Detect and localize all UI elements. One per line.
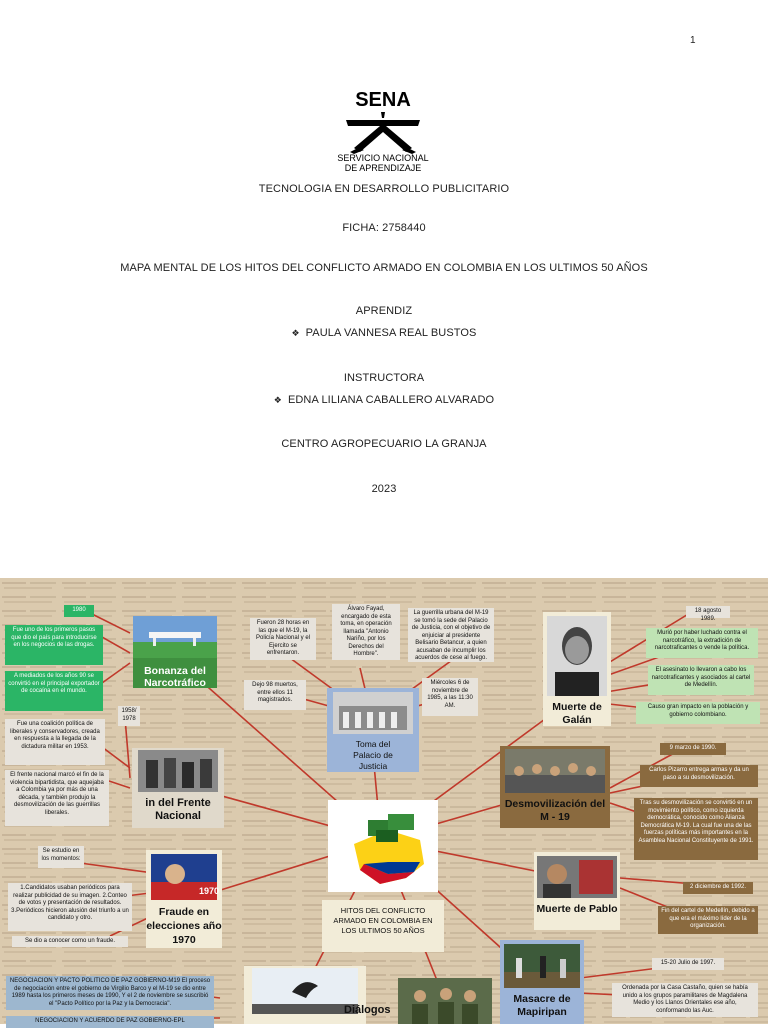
note-palacio-3: La guerrilla urbana del M-19 se tomó la sede del Palacio de Justicia, con el objetivo de enjuiciar al presidente Belisario Betancur, a quien acusaban de incumplir los acuerdos de cese al fuego. [408,608,494,662]
instructora-name-line [0,394,768,406]
note-pablo-2: Fin del cartel de Medellín, debido a que era el máximo líder de la organización. [658,906,758,934]
node-mapiripan-label: Masacre de Mapiripan [513,993,571,1018]
node-desmov-label: Desmovilización del M - 19 [504,798,606,823]
logo-subtitle-2: DE APRENDIZAJE [344,163,422,173]
bullet-icon: ❖ [291,328,300,338]
soldiers-image [398,978,492,1024]
center-image [328,800,438,892]
year: 2023 [371,483,397,495]
desmov-photo [505,749,605,793]
note-galan-3: El asesinato lo llevaron a cabo los narcotraficantes y asociados al cartel de Medellín. [648,665,754,695]
node-palacio-label: Toma del Palacio de Justicia [353,739,393,771]
instructora-name: EDNA LILIANA CABALLERO ALVARADO [287,394,495,406]
program-name: TECNOLOGIA EN DESARROLLO PUBLICITARIO [258,183,510,195]
node-palacio [327,688,419,772]
palacio-photo [333,692,413,734]
instructora-label: INSTRUCTORA [343,372,425,384]
fraude-photo [151,854,220,900]
narco-photo [133,616,217,658]
note-palacio-2: Álvaro Fayad, encargado de esta toma, en operación llamada "Antonio Nariño, por los Derechos del Hombre". [332,604,400,660]
note-frente-2: El frente nacional marcó el fin de la violencia bipartidista, que aquejaba a Colombia ya por más de una década, y también produjo la desmovilización de las guerrillas liberales. [5,770,109,826]
note-1958: 1958/ 1978 [118,706,140,726]
node-narco [133,616,217,688]
note-palacio-4: Dejo 98 muertos, entre ellos 11 magistrados. [244,680,306,710]
note-paz-1: NEGOCIACION Y PACTO POLITICO DE PAZ GOBIERNO-M19 El proceso de negociación entre el gobierno de Virgilio Barco y el M-19 se dio entre 1989 hasta los primeros meses de 1990, Y el 2 de noviembre se suscribió el "Pacto Político por la Paz y la Democracia". [6,976,214,1010]
node-mapiripan [500,940,584,1024]
pablo-photo [537,856,617,898]
node-fraude [146,850,222,948]
note-fraude-2: 1.Candidatos usaban periódicos para realizar publicidad de su imagen. 2.Conteo de votos y presentación de resultados. 3.Periódicos hicieron alusión del triunfo a un candidato y otro. [8,883,132,931]
note-pablo-1: 2 diciembre de 1992. [683,882,753,894]
dialogos-photo [252,968,358,1014]
galan-photo [547,616,607,696]
note-galan-1: 18 agosto 1989. [686,606,730,618]
node-fraude-label: Fraude en elecciones año 1970 [146,906,222,946]
mapiripan-photo [504,944,580,988]
note-palacio-1: Fueron 28 horas en las que el M-19, la Policía Nacional y el Ejercito se enfrentaron. [250,618,316,660]
note-desmov-1: 9 marzo de 1990. [660,743,726,755]
note-narco-1: Fue uno de los primeros pasos que dio el país para introducirse en los negocios de las drogas. [5,625,103,665]
center-title: HITOS DEL CONFLICTO ARMADO EN COLOMBIA EN LOS ULTIMOS 50 AÑOS [322,900,444,952]
note-narco-2: A mediados de los años 90 se convirtió en el principal exportador de cocaína en el mundo. [5,671,103,711]
node-dialogos-label: Diálogos [344,1004,391,1016]
note-1980: 1980 [64,605,94,617]
node-galan [543,612,611,726]
node-narco-label: Bonanza del Narcotráfico [144,665,206,689]
node-pablo [534,852,620,930]
logo-subtitle-1: SERVICIO NACIONAL [337,153,429,163]
node-desmov [500,746,610,828]
aprendiz-name-line [0,327,768,339]
aprendiz-name: PAULA VANNESA REAL BUSTOS [305,327,477,339]
soldiers-photo [398,978,492,1024]
note-paz-2: NEGOCIACION Y ACUERDO DE PAZ GOBIERNO-EPL [6,1016,214,1028]
note-fraude-1: Se estudio en los momentos: [38,846,84,868]
page-number: 1 [690,35,696,46]
frente-photo [138,750,218,792]
ficha: FICHA: 2758440 [342,222,426,234]
note-desmov-3: Tras su desmovilización se convirtió en un movimiento político, como izquierda democrática, conocido como Alianza Democrática M-19. La cual fue una de las fuerzas políticas más importantes en la Asamblea Nacional Constituyente de 1991. [634,798,758,860]
node-galan-label: Muerte de Galán [552,701,602,726]
colombia-map-icon [328,800,438,892]
sena-logo [318,82,448,174]
note-galan-2: Murió por haber luchado contra el narcotráfico, la extradición de narcotraficantes o vende la política. [646,628,758,658]
node-frente [132,748,224,828]
note-frente-1: Fue una coalición política de liberales y conservadores, creada en respuesta a la llegada de la dictadura militar en 1953. [5,719,105,765]
mind-map [0,578,768,1024]
aprendiz-label: APRENDIZ [355,305,413,317]
bullet-icon: ❖ [273,395,282,405]
note-galan-4: Causo gran impacto en la población y gobierno colombiano. [636,702,760,724]
training-center: CENTRO AGROPECUARIO LA GRANJA [281,438,487,450]
note-palacio-5: Miércoles 6 de noviembre de 1985, a las 11:30 AM. [422,678,478,716]
logo-wordmark: SENA [355,89,411,111]
note-desmov-2: Carlos Pizarro entrega armas y da un paso a su desmovilización. [640,765,758,787]
node-frente-label: in del Frente Nacional [145,797,211,822]
note-mapi-1: 15-20 Julio de 1997. [652,958,724,970]
note-fraude-3: Se dio a conocer como un fraude. [12,936,128,947]
node-dialogos [244,966,391,1024]
node-pablo-label: Muerte de Pablo [536,903,618,915]
document-title: MAPA MENTAL DE LOS HITOS DEL CONFLICTO ARMADO EN COLOMBIA EN LOS ULTIMOS 50 AÑOS [120,262,648,274]
note-mapi-2: Ordenada por la Casa Castaño, quien se había unido a los grupos paramilitares de Magdalena Medio y los Llanos Orientales ese año, conformando las Auc. [612,983,758,1017]
fraude-badge: 1970 [199,886,220,896]
